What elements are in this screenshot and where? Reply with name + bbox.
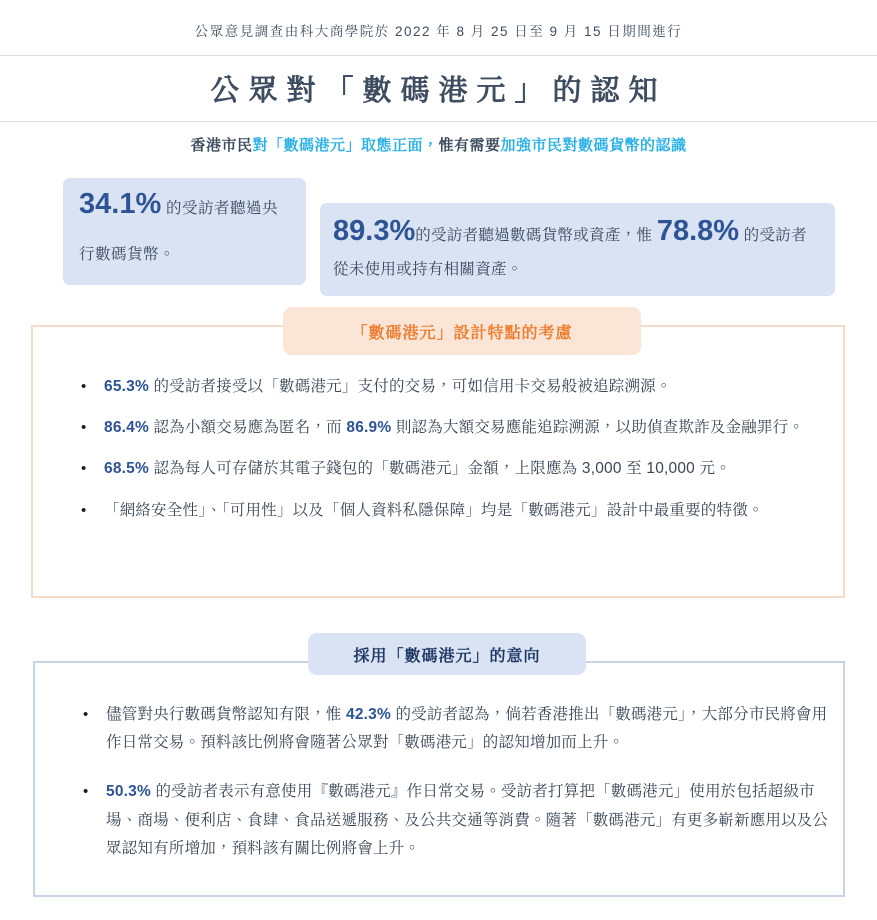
page-title: 公眾對「數碼港元」的認知	[210, 75, 667, 107]
survey-note: 公眾意見調查由科大商學院於 2022 年 8 月 25 日至 9 月 15 日期間進行	[194, 24, 683, 39]
subtitle: 香港市民對「數碼港元」取態正面，惟有需要加強市民對數碼貨幣的認識	[190, 137, 687, 154]
stat-card-cbdc-awareness	[63, 178, 306, 285]
adoption-intention-list	[35, 663, 843, 863]
design-bullet-1: • 65.3% 的受訪者接受以「數碼港元」支付的交易，可如信用卡交易般被追踪溯源。	[79, 373, 831, 401]
design-bullet-3: • 68.5% 認為每人可存儲於其電子錢包的「數碼港元」金額，上限應為 3,000 至 10,000 元。	[79, 455, 831, 483]
stat-card-cbdc-awareness-text: 34.1% 的受訪者聽過央行數碼貨幣。	[79, 188, 279, 263]
divider-top	[0, 55, 877, 56]
design-bullet-4: • 「網絡安全性」、「可用性」以及「個人資料私隱保障」均是「數碼港元」設計中最重要的特徵。	[79, 497, 831, 525]
design-considerations-list	[33, 327, 843, 525]
adoption-intention-panel	[33, 661, 845, 897]
adoption-bullet-2: • 50.3% 的受訪者表示有意使用『數碼港元』作日常交易。受訪者打算把「數碼港元」使用於包括超級市場、商場、便利店、食肆、食品送遞服務、及公共交通等消費。隨著「數碼港元」有更多嶄新應用以及公眾認知有所增加，預料該有關比例將會上升。	[81, 778, 831, 863]
design-bullet-2: • 86.4% 認為小額交易應為匿名，而 86.9% 則認為大額交易應能追踪溯源，以助偵查欺詐及金融罪行。	[79, 414, 831, 442]
divider-under-title	[0, 121, 877, 122]
stat-card-digital-assets-text: 89.3%的受訪者聽過數碼貨幣或資產，惟 78.8% 的受訪者從未使用或持有相關資產。	[333, 215, 807, 278]
design-considerations-panel	[31, 325, 845, 598]
section-header-design-considerations: 「數碼港元」設計特點的考慮	[283, 307, 641, 355]
stat-card-digital-assets	[320, 203, 835, 296]
adoption-bullet-1: • 儘管對央行數碼貨幣認知有限，惟 42.3% 的受訪者認為，倘若香港推出「數碼港元」，大部分市民將會用作日常交易。預料該比例將會隨著公眾對「數碼港元」的認知增加而上升。	[81, 701, 831, 757]
section-header-adoption-intention: 採用「數碼港元」的意向	[308, 633, 586, 675]
